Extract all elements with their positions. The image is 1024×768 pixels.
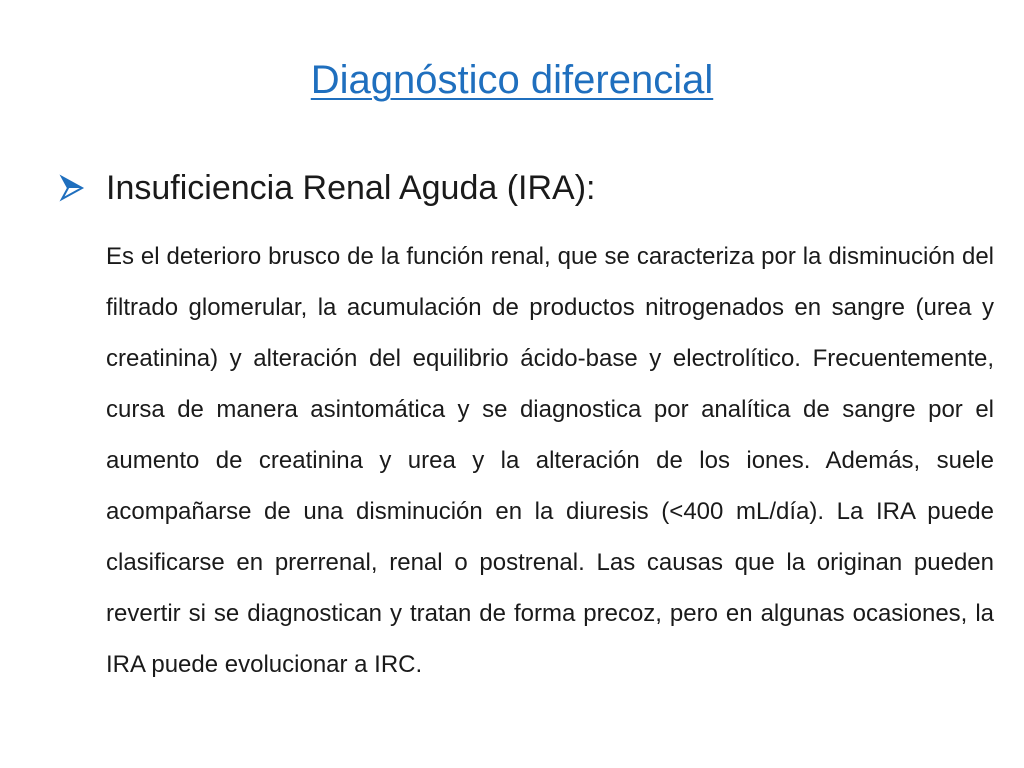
bullet-item: [58, 163, 595, 213]
bullet-heading: Insuficiencia Renal Aguda (IRA):: [106, 169, 596, 207]
slide-title: Diagnóstico diferencial: [310, 58, 714, 102]
arrow-bullet-icon: [58, 174, 86, 202]
body-paragraph: Es el deterioro brusco de la función renal, que se caracteriza por la disminución del filtrado glomerular, la acumulación de productos nitrogenados en sangre (urea y creatinina) y alteración del equilibrio ácido-base y electrolítico. Frecuentemente, cursa de manera asintomática y se diagnostica por analítica de sangre por el aumento de creatinina y urea y la alteración de los iones. Además, suele acompañarse de una disminución en la diuresis (<400 mL/día). La IRA puede clasificarse en prerrenal, renal o postrenal. Las causas que la originan pueden revertir si se diagnostican y tratan de forma precoz, pero en algunas ocasiones, la IRA puede evolucionar a IRC.: [106, 243, 994, 678]
